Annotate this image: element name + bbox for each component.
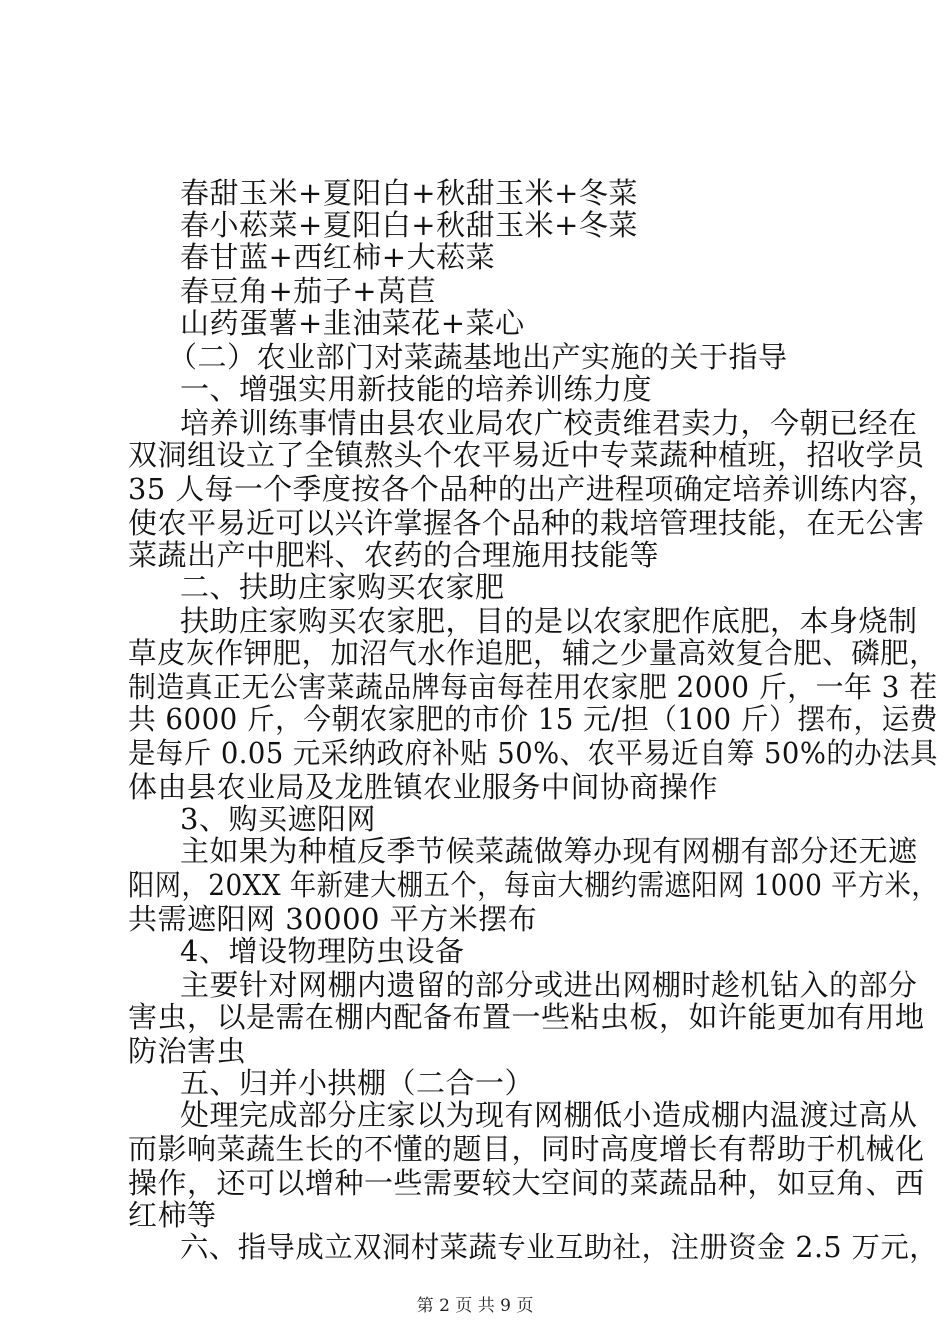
text-line: 培养训练事情由县农业局农广校责维君卖力，今朝已经在 bbox=[180, 406, 918, 440]
text-line: 使农平易近可以兴许掌握各个品种的栽培管理技能，在无公害 bbox=[128, 506, 925, 540]
text-line: 处理完成部分庄家以为现有网棚低小造成棚内温渡过高从 bbox=[180, 1098, 918, 1132]
section-heading: 一、增强实用新技能的培养训练力度 bbox=[180, 372, 653, 406]
text-line: 害虫，以是需在棚内配备布置一些粘虫板，如许能更加有用地 bbox=[128, 1000, 925, 1034]
section-heading: 五、归并小拱棚（二合一） bbox=[180, 1066, 535, 1100]
text-line: 春甜玉米+夏阳白+秋甜玉米+冬菜 bbox=[180, 176, 638, 210]
text-line: 山药蛋薯+韭油菜花+菜心 bbox=[180, 306, 525, 340]
text-line: 制造真正无公害菜蔬品牌每亩每茬用农家肥 2000 斤，一年 3 茬 bbox=[128, 670, 938, 704]
text-line: 扶助庄家购买农家肥，目的是以农家肥作底肥，本身烧制 bbox=[180, 604, 918, 638]
text-line: 共 6000 斤，今朝农家肥的市价 15 元/担（100 斤）摆布，运费 bbox=[128, 702, 938, 736]
text-line: 而影响菜蔬生长的不懂的题目，同时高度增长有帮助于机械化 bbox=[128, 1132, 925, 1166]
section-heading: （二）农业部门对菜蔬基地出产实施的关于指导 bbox=[168, 340, 788, 374]
section-heading: 3、购买遮阳网 bbox=[180, 802, 376, 836]
text-line: 菜蔬出产中肥料、农药的合理施用技能等 bbox=[128, 538, 660, 572]
text-line: 阳网，20XX 年新建大棚五个，每亩大棚约需遮阳网 1000 平方米， bbox=[128, 868, 939, 902]
text-line: 春豆角+茄子+莴苣 bbox=[180, 274, 437, 308]
text-line: 主如果为种植反季节候菜蔬做筹办现有网棚有部分还无遮 bbox=[180, 834, 918, 868]
text-line: 主要针对网棚内遗留的部分或进出网棚时趁机钻入的部分 bbox=[180, 968, 918, 1002]
text-line: 操作，还可以增种一些需要较大空间的菜蔬品种，如豆角、西 bbox=[128, 1166, 925, 1200]
text-line: 防治害虫 bbox=[128, 1034, 247, 1068]
page-footer: 第 2 页 共 9 页 bbox=[416, 1296, 534, 1316]
text-line: 春甘蓝+西红柿+大菘菜 bbox=[180, 240, 496, 274]
section-heading: 六、指导成立双洞村菜蔬专业互助社，注册资金 2.5 万元， bbox=[180, 1230, 939, 1264]
text-line: 是每斤 0.05 元采纳政府补贴 50%、农平易近自筹 50%的办法具 bbox=[128, 736, 938, 770]
text-line: 体由县农业局及龙胜镇农业服务中间协商操作 bbox=[128, 770, 719, 804]
text-line: 共需遮阳网 30000 平方米摆布 bbox=[128, 902, 538, 936]
text-line: 35 人每一个季度按各个品种的出产进程项确定培养训练内容， bbox=[128, 472, 938, 506]
section-heading: 4、增设物理防虫设备 bbox=[180, 934, 465, 968]
text-line: 春小菘菜+夏阳白+秋甜玉米+冬菜 bbox=[180, 208, 638, 242]
text-line: 草皮灰作钾肥，加沼气水作追肥，辅之少量高效复合肥、磷肥， bbox=[128, 636, 939, 670]
text-line: 双洞组设立了全镇熬头个农平易近中专菜蔬种植班，招收学员 bbox=[128, 438, 925, 472]
text-line: 红柿等 bbox=[128, 1198, 217, 1232]
section-heading: 二、扶助庄家购买农家肥 bbox=[180, 570, 505, 604]
